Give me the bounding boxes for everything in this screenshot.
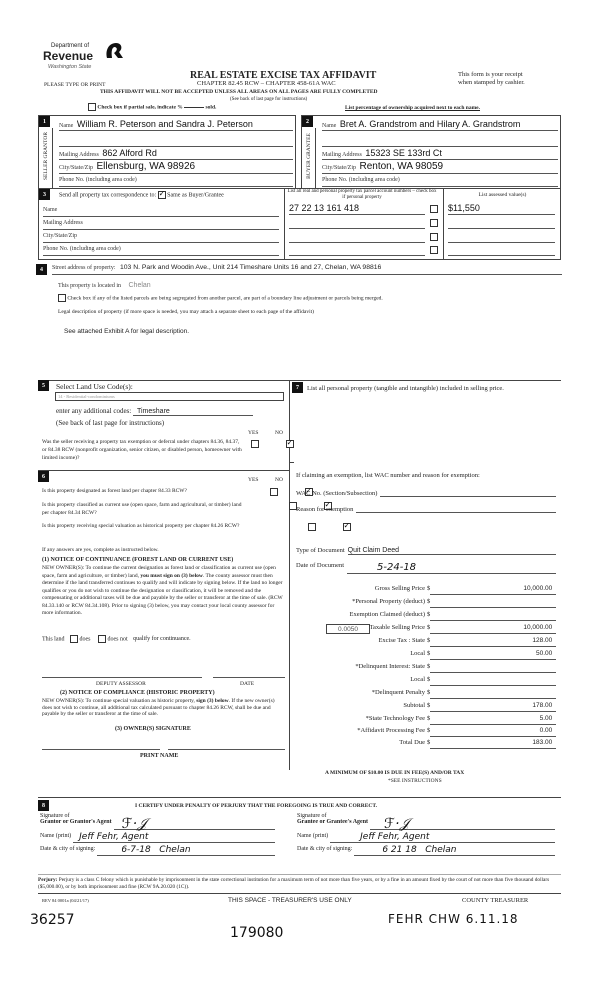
amount-label: Excise Tax : State — [378, 637, 425, 644]
corr-name-field[interactable] — [43, 207, 279, 217]
delinquent-interest-state-field[interactable] — [430, 663, 556, 673]
corr-name-label: Name — [43, 207, 58, 213]
segregated-checkbox[interactable] — [58, 294, 66, 302]
personal-property-checkbox[interactable] — [430, 205, 438, 213]
corr-phone-field[interactable] — [43, 246, 279, 256]
qualify-label: qualify for continuance. — [133, 636, 191, 643]
owner-signature-line[interactable] — [42, 744, 160, 750]
segregated-row — [58, 294, 383, 302]
notice-compliance-title: (2) NOTICE OF COMPLIANCE (HISTORIC PROPERTY) — [60, 690, 215, 696]
currency-sign: $ — [427, 715, 431, 722]
additional-codes-label: enter any additional codes: — [56, 407, 132, 415]
amount-label: *Delinquent Interest: State — [355, 663, 425, 670]
treasurer-use-label: THIS SPACE - TREASURER'S USE ONLY — [228, 897, 352, 904]
certify-statement: I CERTIFY UNDER PENALTY OF PERJURY THAT THE FOREGOING IS TRUE AND CORRECT. — [135, 803, 378, 809]
doc-type-row — [296, 547, 556, 555]
corr-city-label: City/State/Zip — [43, 233, 77, 239]
parcel-table — [284, 188, 561, 260]
does-not-qualify-checkbox[interactable] — [98, 635, 106, 643]
currency-sign: $ — [427, 702, 431, 709]
subtotal-field[interactable]: 178.00 — [430, 702, 556, 712]
amount-label: *Personal Property (deduct) — [352, 598, 425, 605]
grantor-sig-of-label: Signature of — [40, 813, 70, 819]
amount-row — [296, 637, 560, 647]
buyer-mailing-field[interactable] — [322, 148, 558, 160]
buyer-grantee-label: BUYER GRANTEE — [306, 133, 312, 179]
street-address-label: Street address of property: — [52, 265, 116, 271]
amount-label: *Affidavit Processing Fee — [357, 727, 425, 734]
section-8-badge: 8 — [38, 800, 49, 811]
corr-mailing-label: Mailing Address — [43, 220, 83, 226]
reason-row — [296, 506, 556, 513]
reason-field[interactable] — [356, 506, 556, 513]
located-in — [58, 282, 151, 289]
section-4-badge: 4 — [36, 264, 47, 275]
rev-number: REV 84 0001a (04/21/17) — [42, 898, 89, 903]
grantor-signature-block — [40, 813, 275, 856]
personal-property-checkbox[interactable] — [430, 246, 438, 254]
treasurer-stamp-3: FEHR CHW 6.11.18 — [388, 912, 519, 926]
currency-sign: $ — [427, 739, 431, 746]
grantee-name-field[interactable]: Jeff Fehr, Agent — [330, 833, 555, 843]
assessor-date-label: DATE — [240, 681, 255, 687]
amount-row — [296, 727, 560, 737]
seller-phone-field[interactable] — [59, 177, 293, 187]
same-as-buyer-label: Same as Buyer/Grantee — [167, 192, 224, 199]
historical-no-checkbox[interactable] — [343, 523, 351, 531]
local-rate-box: 0.0050 — [326, 624, 370, 634]
section-7-badge: 7 — [292, 382, 303, 393]
form-chapter: CHAPTER 82.45 RCW – CHAPTER 458-61A WAC — [197, 80, 336, 87]
parcel-number-field[interactable]: 27 22 13 161 418 — [289, 203, 425, 215]
send-correspondence — [59, 191, 224, 199]
s6-no-header: NO — [275, 477, 283, 483]
notice-continuance-text — [42, 565, 286, 618]
corr-phone-label: Phone No. (including area code) — [43, 246, 121, 252]
section-2-badge: 2 — [302, 116, 313, 127]
seller-mailing-field[interactable] — [59, 148, 293, 160]
deputy-assessor-label: DEPUTY ASSESSOR — [96, 681, 146, 687]
receipt-line-2: when stamped by cashier. — [458, 79, 525, 86]
notice1-text-a: NEW OWNER(S): To continue the current designation as forest land or classification as current use (open space, farm and agriculture, or timber) land, — [42, 565, 276, 579]
assessor-date-line[interactable] — [213, 672, 285, 678]
currency-sign: $ — [427, 624, 431, 631]
reason-label: Reason for exemption — [296, 506, 354, 513]
parcel-row — [289, 231, 559, 243]
taxable-selling-price-field[interactable]: 10,000.00 — [430, 624, 556, 634]
treasurer-stamp-1: 36257 — [30, 912, 75, 928]
sold-label: sold. — [205, 104, 217, 111]
parcel-row — [289, 217, 559, 229]
legal-description-value[interactable]: See attached Exhibit A for legal description. — [64, 328, 190, 335]
print-name-label: PRINT NAME — [140, 753, 179, 759]
dor-logo — [43, 40, 133, 72]
seller-name-value: William R. Peterson and Sandra J. Peterson — [76, 119, 253, 129]
amount-label: Local — [410, 650, 425, 657]
logo-revenue: Revenue — [43, 49, 94, 63]
buyer-side-label — [302, 128, 316, 188]
currency-sign: $ — [427, 611, 431, 618]
currency-sign: $ — [427, 650, 431, 657]
currency-sign: $ — [427, 727, 431, 734]
street-address-field[interactable] — [52, 264, 562, 275]
gross-selling-price-field[interactable]: 10,000.00 — [430, 585, 556, 595]
grantee-agent-label: Grantee or Grantee's Agent — [297, 819, 369, 825]
delinquent-interest-local-field[interactable] — [430, 676, 556, 686]
perjury-top-divider — [38, 874, 561, 875]
currency-sign: $ — [427, 637, 431, 644]
parcel-number-field[interactable] — [289, 217, 425, 229]
legal-description-label: Legal description of property (if more space is needed, you may attach a separate sheet to each page of the affidavit) — [58, 309, 314, 315]
currency-sign: $ — [427, 663, 431, 670]
seller-section — [38, 115, 296, 189]
amount-label: Local — [410, 676, 425, 683]
amount-label: Gross Selling Price — [374, 585, 425, 592]
corr-mailing-field[interactable] — [43, 220, 279, 230]
street-address-value: 103 N. Park and Woodin Ave., Unit 214 Timeshare Units 16 and 27, Chelan, WA 98816 — [119, 264, 382, 271]
notice-compliance-text — [42, 698, 286, 718]
buyer-mailing-value: 15323 SE 133rd Ct — [365, 148, 442, 158]
forest-question: Is this property designated as forest land per chapter 84.33 RCW? — [42, 488, 187, 494]
notice-continuance-title: (1) NOTICE OF CONTINUANCE (FOREST LAND OR CURRENT USE) — [42, 557, 234, 563]
grantee-sig-of-label: Signature of — [297, 813, 327, 819]
amount-row — [296, 650, 560, 660]
form-title: REAL ESTATE EXCISE TAX AFFIDAVIT — [190, 70, 377, 81]
section-3-badge: 3 — [39, 189, 50, 200]
assessed-value-field[interactable] — [448, 231, 555, 243]
notice2-text-bold: sign (3) below — [196, 698, 229, 704]
located-in-value[interactable]: Chelan — [128, 282, 151, 289]
historical-question: Is this property receiving special valuation as historical property per chapter 84.26 RCW? — [42, 523, 240, 529]
section-6-divider — [38, 470, 290, 471]
buyer-name-line2[interactable] — [322, 135, 558, 147]
perjury-statement — [38, 877, 561, 891]
amount-row — [296, 702, 560, 712]
grantee-name-print-label: Name (print) — [297, 833, 329, 839]
deputy-assessor-sign-line[interactable] — [42, 672, 202, 678]
parcel-header: List all real and personal property tax parcel account numbers – check box if personal property — [287, 189, 437, 200]
perjury-text: Perjury is a class C felony which is punishable by imprisonment in the state correctional institution for a maximum term of not more than five years, or by a fine in an amount fixed by the court of not more than five thousand dollars ($5,000.00), or by both imprisonment and fine (RCW 9A.20.020 (1C)). — [38, 877, 550, 890]
buyer-name-value: Bret A. Grandstrom and Hilary A. Grandstrom — [339, 119, 521, 129]
amount-row — [296, 663, 560, 673]
amount-row — [296, 739, 560, 749]
buyer-phone-field[interactable] — [322, 177, 558, 187]
doc-date-row — [296, 562, 556, 574]
amount-row — [296, 676, 560, 686]
corr-city-field[interactable] — [43, 233, 279, 243]
please-type: PLEASE TYPE OR PRINT — [44, 82, 106, 88]
send-correspondence-label: Send all property tax correspondence to: — [59, 192, 157, 199]
currency-sign: $ — [427, 598, 431, 605]
grantor-name-field[interactable]: Jeff Fehr, Agent — [73, 833, 275, 843]
grantor-agent-label: Grantor or Grantor's Agent — [40, 819, 112, 825]
notice1-text-b: . The county assessor must then determine if the land transferred continues to qualify and will indicate by signing below. If the land no longer qualifies or you do not wish to continue the designation or classification, it will be removed and the compensating or additional taxes will be due and payable by the seller or transferor at the time of sale. (RCW 84.33.140 or RCW 84.34.108). Prior to signing (3) below, you may contact your local county assessor for more information. — [42, 572, 283, 616]
grantor-name-print-label: Name (print) — [40, 833, 72, 839]
amount-row — [296, 624, 560, 634]
seller-name-field[interactable] — [59, 119, 293, 131]
correspondence-section — [38, 188, 561, 260]
wac-row — [296, 490, 556, 497]
receipt-line-1: This form is your receipt — [458, 71, 523, 78]
amount-label: *Delinquent Penalty — [371, 689, 425, 696]
does-qualify-checkbox[interactable] — [70, 635, 78, 643]
partial-sale-checkbox[interactable] — [88, 103, 96, 111]
state-technology-fee-field[interactable]: 5.00 — [430, 715, 556, 725]
grantee-signature-field[interactable]: ℱ·𝒥 — [370, 819, 555, 830]
partial-sale-row — [88, 103, 216, 111]
parcel-number-field[interactable] — [289, 244, 425, 256]
exemption-deduct-field[interactable] — [430, 611, 556, 621]
receipt-note — [458, 71, 525, 87]
seller-side-label — [39, 128, 53, 188]
county-treasurer-label: COUNTY TREASURER — [462, 897, 529, 904]
amount-label: Taxable Selling Price — [369, 624, 425, 631]
grantor-date-city-label: Date & city of signing: — [40, 846, 96, 852]
doc-type-field[interactable]: Quit Claim Deed — [348, 547, 556, 555]
section-7-top-border — [290, 380, 561, 381]
current-use-question: Is this property classified as current use (open space, farm and agricultural, or timber) land per chapter 84.34 RCW? — [42, 502, 242, 516]
affidavit-processing-fee-field[interactable]: 0.00 — [430, 727, 556, 737]
warning-text: THIS AFFIDAVIT WILL NOT BE ACCEPTED UNLESS ALL AREAS ON ALL PAGES ARE FULLY COMPLETED — [100, 89, 378, 95]
assessed-header: List assessed value(s) — [478, 192, 527, 198]
buyer-name-label: Name — [322, 123, 337, 129]
section-6-badge: 6 — [38, 471, 49, 482]
amount-row — [296, 598, 560, 608]
notice2-text-a: NEW OWNER(S): To continue special valuation as historic property, — [42, 698, 195, 704]
buyer-name-field[interactable] — [322, 119, 558, 131]
total-due-field[interactable]: 183.00 — [430, 739, 556, 749]
grantor-date-city-field[interactable]: 6-7-18 Chelan — [97, 846, 275, 856]
wac-label: WAC No. (Section/Subsection) — [296, 490, 378, 497]
ownership-note: List percentage of ownership acquired next to each name. — [345, 105, 480, 111]
exemption-no-checkbox[interactable] — [286, 440, 294, 448]
buyer-mailing-label: Mailing Address — [322, 152, 362, 158]
s7-tick — [290, 462, 294, 463]
personal-property-deduct-field[interactable] — [430, 598, 556, 608]
parcel-row — [289, 203, 559, 215]
section-1-badge: 1 — [39, 116, 50, 127]
amount-row — [296, 715, 560, 725]
seller-phone-label: Phone No. (including area code) — [59, 177, 137, 183]
amount-label: Subtotal — [403, 702, 425, 709]
wac-field[interactable] — [380, 490, 556, 497]
see-instructions-note: *SEE INSTRUCTIONS — [388, 778, 442, 784]
currency-sign: $ — [427, 585, 431, 592]
parcel-row — [289, 244, 559, 256]
currency-sign: $ — [427, 676, 431, 683]
perjury-label: Perjury: — [38, 877, 58, 883]
doc-type-label: Type of Document — [296, 547, 345, 554]
grantee-signature-block — [297, 813, 555, 856]
exemption-question: Was the seller receiving a property tax exemption or deferral under chapters 84.36, 84.37, or 84.38 RCW (nonprofit organization, senior citizen, or disabled person, homeowner with limited income)? — [42, 439, 242, 461]
partial-percent-field[interactable] — [184, 107, 204, 108]
footer-divider — [38, 893, 561, 894]
additional-codes — [56, 407, 253, 416]
amount-label: Total Due — [399, 739, 425, 746]
assessed-value-field[interactable] — [448, 244, 555, 256]
amount-row — [296, 585, 560, 595]
buyer-city-field[interactable] — [322, 161, 558, 174]
doc-date-field[interactable]: 5-24-18 — [347, 562, 556, 574]
personal-property-checkbox[interactable] — [430, 233, 438, 241]
this-land-label: This land — [42, 636, 65, 643]
if-yes-note: If any answers are yes, complete as instructed below. — [42, 547, 159, 553]
doc-date-label: Date of Document — [296, 562, 345, 569]
section-8-top-border — [38, 797, 561, 798]
does-label: does — [79, 636, 91, 643]
no-header: NO — [275, 430, 283, 436]
seller-city-value: Ellensburg, WA 98926 — [96, 161, 196, 172]
land-use-code-select[interactable]: 14 - Residential-condominiums — [55, 392, 284, 401]
owner-signature-label: (3) OWNER(S) SIGNATURE — [115, 726, 191, 732]
buyer-city-label: City/State/Zip — [322, 165, 356, 171]
parcel-number-field[interactable] — [289, 231, 425, 243]
land-use-label: Select Land Use Code(s): — [56, 382, 133, 391]
grantee-date-city-field[interactable]: 6 21 18 Chelan — [354, 846, 555, 856]
see-back-note: (See back of last page for instructions) — [230, 97, 308, 102]
seller-city-label: City/State/Zip — [59, 165, 93, 171]
logo-dept: Department of — [51, 43, 90, 49]
amount-label: Exemption Claimed (deduct) — [349, 611, 425, 618]
notice1-text-bold: you must sign on (3) below — [140, 572, 203, 579]
this-land-row — [42, 635, 191, 643]
seller-grantor-label: SELLER GRANTOR — [43, 131, 49, 181]
personal-property-checkbox[interactable] — [430, 219, 438, 227]
seller-city-field[interactable] — [59, 161, 293, 174]
minimum-due-note: A MINIMUM OF $10.00 IS DUE IN FEE(S) AND/OR TAX — [325, 770, 465, 776]
seller-name-line2[interactable] — [59, 135, 293, 147]
partial-sale-label: Check box if partial sale, indicate % — [97, 104, 183, 111]
exemption-intro: If claiming an exemption, list WAC number and reason for exemption: — [296, 472, 480, 479]
revenue-swirl-icon — [103, 40, 125, 62]
does-not-label: does not — [107, 636, 128, 643]
amount-row — [296, 689, 560, 699]
forest-yes-checkbox[interactable] — [270, 488, 278, 496]
delinquent-penalty-field[interactable] — [430, 689, 556, 699]
excise-state-field[interactable]: 128.00 — [430, 637, 556, 647]
seller-mailing-label: Mailing Address — [59, 152, 99, 158]
amount-label: *State Technology Fee — [365, 715, 425, 722]
same-as-buyer-checkbox[interactable] — [158, 191, 166, 199]
currency-sign: $ — [427, 689, 431, 696]
personal-property-label: List all personal property (tangible and intangible) included in selling price. — [307, 385, 504, 392]
yes-header: YES — [248, 430, 259, 436]
seller-mailing-value: 862 Alford Rd — [102, 148, 157, 158]
exemption-yes-checkbox[interactable] — [251, 440, 259, 448]
buyer-phone-label: Phone No. (including area code) — [322, 177, 400, 183]
s6-yes-header: YES — [248, 477, 259, 483]
grantee-date-city-label: Date & city of signing: — [297, 846, 353, 852]
owner-print-name-line[interactable] — [168, 744, 285, 750]
land-use-see-back: (See back of last page for instructions) — [56, 419, 165, 427]
seller-name-label: Name — [59, 123, 74, 129]
buyer-section — [301, 115, 561, 189]
logo-state: Washington State — [48, 64, 92, 70]
segregated-label: Check box if any of the listed parcels are being segregated from another parcel, are part of a boundary line adjustment or parcels being merged. — [67, 295, 383, 302]
assessed-value-field[interactable] — [448, 217, 555, 229]
buyer-city-value: Renton, WA 98059 — [359, 161, 444, 172]
amount-row — [296, 611, 560, 621]
section-5-badge: 5 — [38, 380, 49, 391]
historical-yes-checkbox[interactable] — [308, 523, 316, 531]
grantor-signature-field[interactable]: ℱ·𝒥 — [114, 819, 275, 830]
assessed-value-field[interactable]: $11,550 — [448, 203, 555, 215]
located-in-label: This property is located in — [58, 283, 121, 289]
treasurer-stamp-2: 179080 — [230, 925, 284, 941]
additional-codes-value[interactable]: Timeshare — [133, 408, 253, 416]
notice2-text-b: . If the new owner(s) does not wish to continue, all additional tax calculated pursuant to chapter 84.26 RCW, shall be due and payable by the seller or transferor at the time of sale. — [42, 698, 275, 717]
excise-local-field[interactable]: 50.00 — [430, 650, 556, 660]
